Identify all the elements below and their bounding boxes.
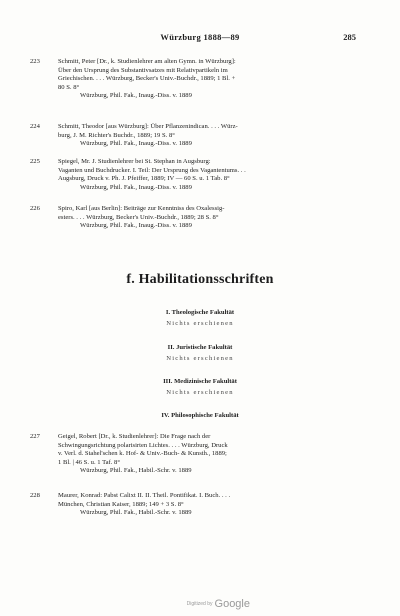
entry-meta: Würzburg, Phil. Fak., Inaug.-Diss. v. 1889 (80, 140, 192, 148)
entry-line: Schmitt, Peter [Dr., k. Studienlehrer am alten Gymn. in Würzburg]: (58, 58, 236, 65)
faculty-title: III. Medizinische Fakultät (163, 378, 237, 385)
watermark-prefix: Digitized by (186, 601, 213, 608)
entry-line: burg, J. M. Richter's Buchdr., 1889; 19 S. 8° (58, 131, 175, 139)
bibliography-entry (30, 123, 364, 149)
entry-line: Griechischen. . . . Würzburg, Becker's Univ.-Buchdr., 1889; 1 Bl. + (58, 75, 236, 83)
entry-line: 1 Bl. | 46 S. u. 1 Taf. 8° (58, 458, 120, 466)
entry-number: 228 (30, 492, 40, 499)
entry-line: Über den Ursprung des Substantivsatzes mit Relativpartikeln im (58, 66, 228, 74)
bibliography-entry (30, 205, 364, 231)
bibliography-entry (30, 58, 364, 101)
google-logo: Google (214, 598, 250, 610)
faculty-note: Nichts erschienen (166, 355, 234, 362)
entry-line: Vaganten und Buchdrucker. I. Teil: Der Ursprung des Vagantentums. . . (58, 166, 246, 174)
entry-meta: Würzburg, Phil. Fak., Inaug.-Diss. v. 1889 (80, 183, 192, 191)
entry-line: esters. . . . Würzburg, Becker's Univ.-Buchdr., 1889; 28 S. 8° (58, 213, 219, 221)
running-header (0, 32, 400, 46)
entry-line: Maurer, Konrad: Pabst Calixt II. II. Theil. Pontifikat. I. Buch. . . . (58, 492, 231, 499)
digitization-watermark (187, 598, 250, 610)
faculty-note: Nichts erschienen (166, 320, 234, 327)
entry-line: Spiegel, Mr. J. Studienlehrer bei St. Stephan in Augsburg: (58, 158, 211, 165)
faculty-heading (0, 378, 400, 396)
faculty-heading (0, 344, 400, 362)
entry-number: 226 (30, 205, 40, 212)
bibliography-entry (30, 158, 364, 192)
faculty-title: II. Juristische Fakultät (167, 344, 233, 351)
section-title: f. Habilitationsschriften (126, 272, 274, 287)
entry-line: Geigel, Robert [Dr., k. Studienlehrer]: Die Frage nach der (58, 433, 211, 440)
entry-number: 223 (30, 58, 40, 65)
entry-meta: Würzburg, Phil. Fak., Habil.-Schr. v. 1889 (80, 467, 192, 475)
entry-number: 227 (30, 433, 40, 440)
entry-line: Spiro, Karl [aus Berlin]: Beiträge zur Kenntniss des Oxalessig- (58, 205, 225, 212)
entry-meta: Würzburg, Phil. Fak., Inaug.-Diss. v. 1889 (80, 92, 192, 100)
faculty-title: IV. Philosophische Fakultät (161, 412, 239, 419)
entry-line: Augsburg, Druck v. Ph. J. Pfeiffer, 1889; IV — 60 S. u. 1 Tab. 8° (58, 175, 230, 183)
running-title: Würzburg 1888—89 (160, 32, 240, 42)
entry-number: 224 (30, 123, 40, 130)
faculty-note: Nichts erschienen (166, 389, 234, 396)
entry-line: München, Christian Kaiser, 1889; 149 + 3 S. 8° (58, 500, 184, 508)
page-number: 285 (343, 32, 356, 42)
entry-meta: Würzburg, Phil. Fak., Inaug.-Diss. v. 1889 (80, 222, 192, 230)
entry-line: v. Verl. d. Stahel'schen k. Hof- & Univ.-Buch- & Kunsth., 1889; (58, 450, 227, 458)
faculty-heading (0, 309, 400, 327)
entry-line: Schmitt, Theodor [aus Würzburg]: Über Pflanzenindican. . . . Würz- (58, 123, 238, 130)
bibliography-entry (30, 492, 364, 518)
entry-line: Schwingungsrichtung polarisirten Lichtes. . . . Würzburg, Druck (58, 441, 228, 449)
entry-meta: Würzburg, Phil. Fak., Habil.-Schr. v. 1889 (80, 509, 192, 517)
faculty-heading (0, 412, 400, 419)
entry-number: 225 (30, 158, 40, 165)
entry-line: 80 S. 8° (58, 83, 80, 91)
faculty-title: I. Theologische Fakultät (165, 309, 235, 316)
bibliography-entry (30, 433, 364, 476)
